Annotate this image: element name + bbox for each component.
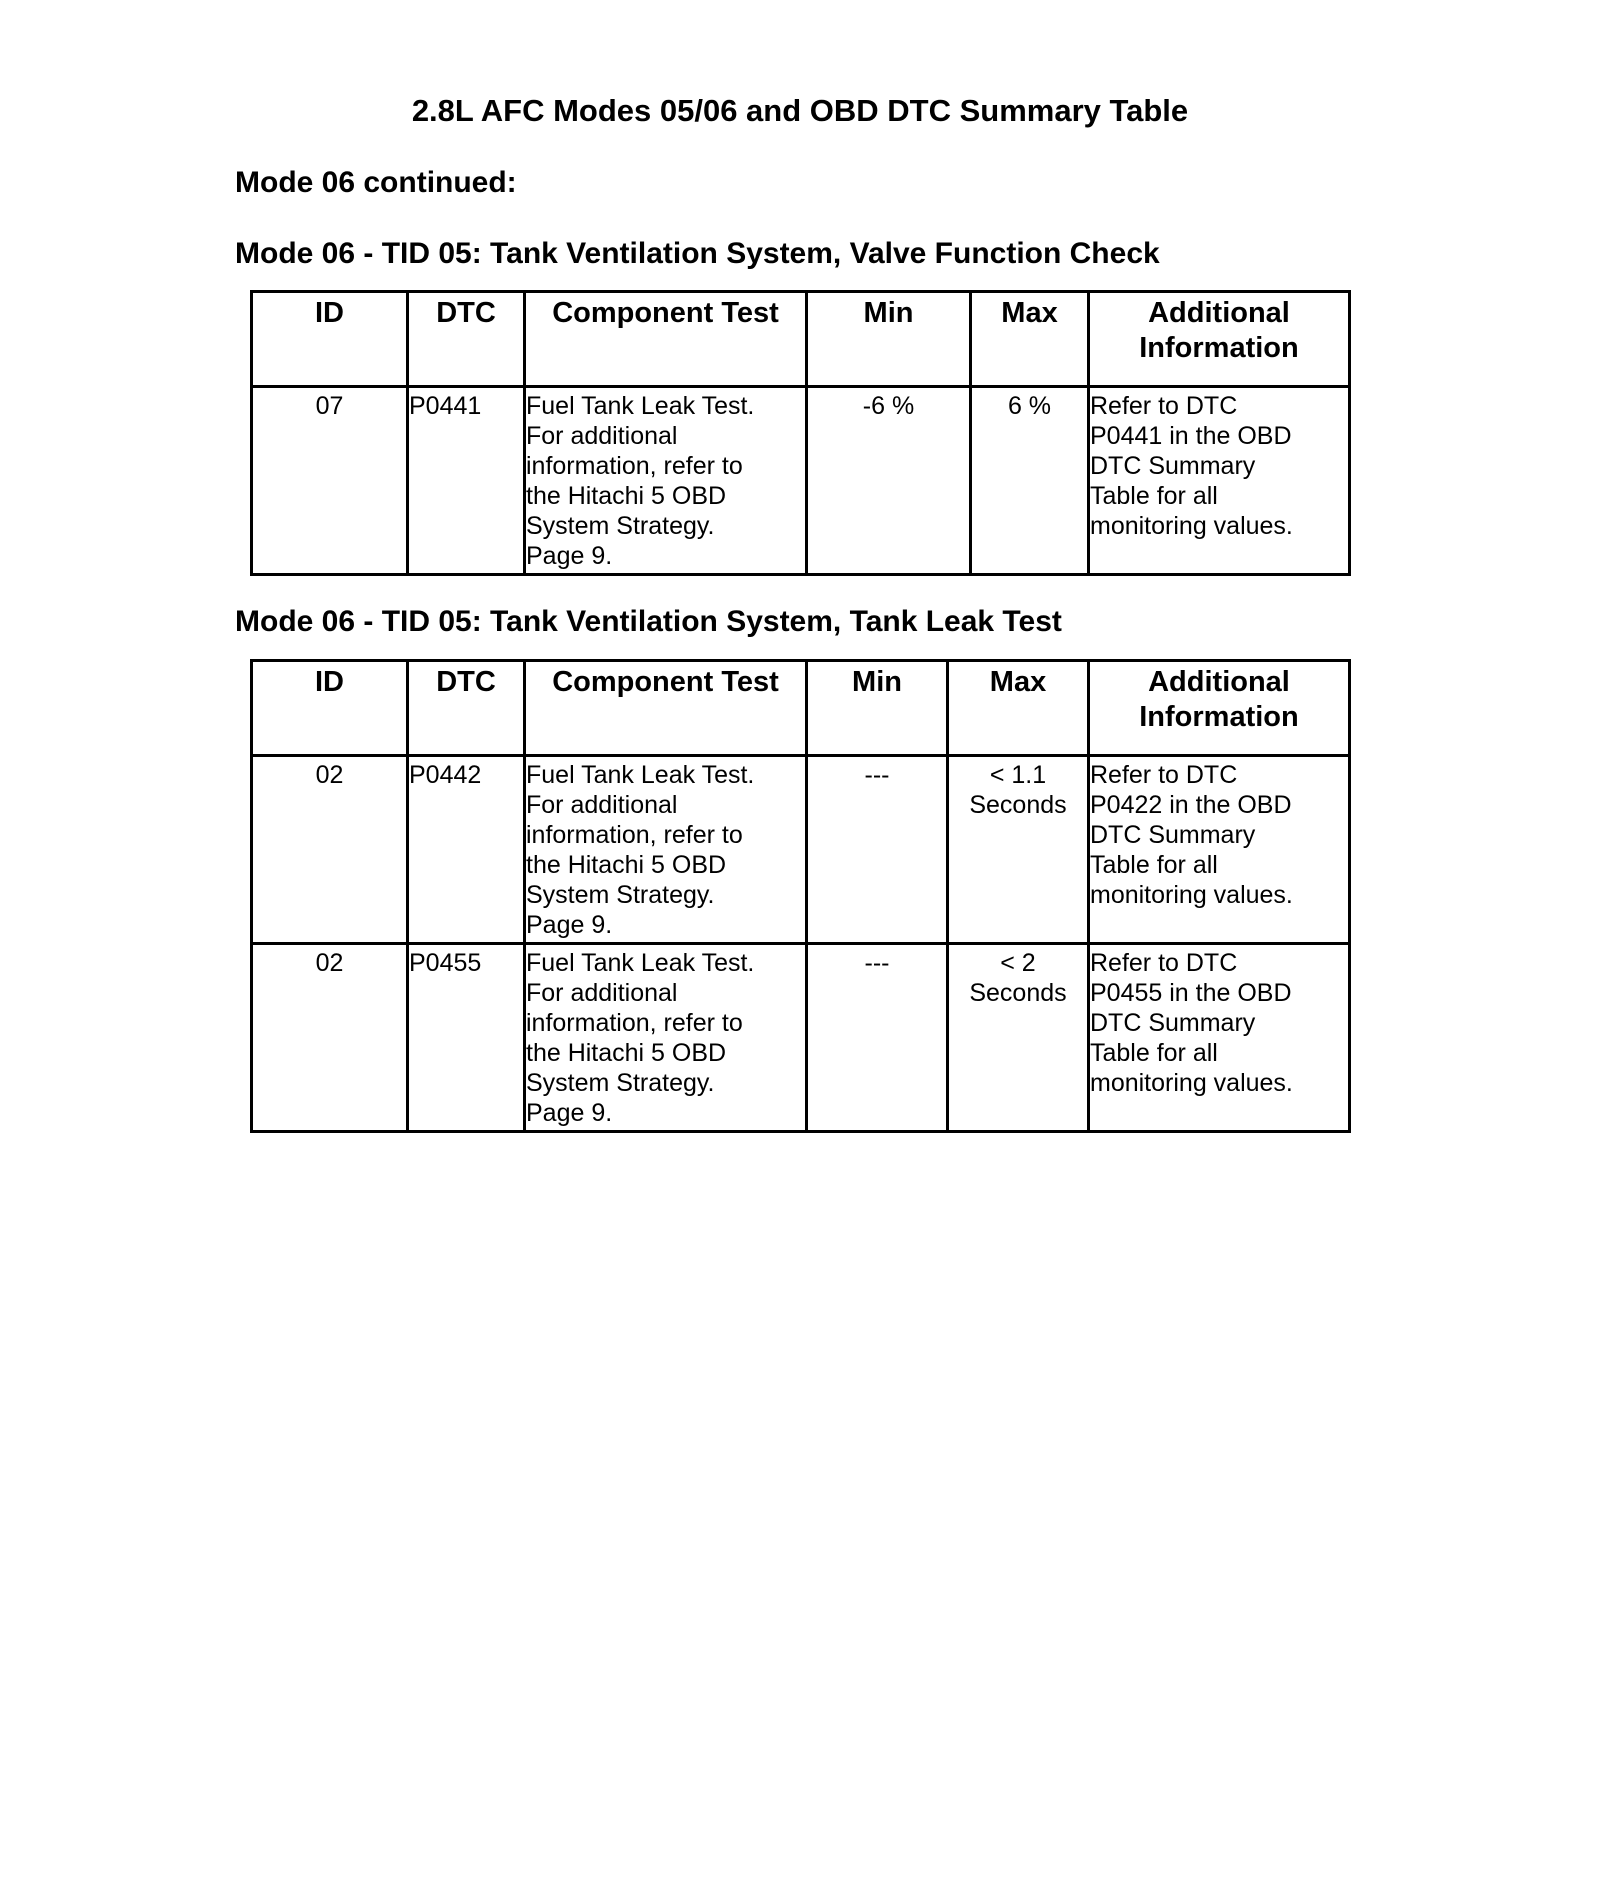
header-additional-line: Additional [1148,666,1290,698]
min-line: -6 % [862,392,915,420]
header-additional-information [1089,292,1350,387]
table-header-row [252,661,1350,756]
header-additional-information [1089,661,1350,756]
component-test-line: For additional [526,791,678,819]
header-additional-line: Additional [1148,297,1290,329]
cell-max [948,944,1089,1132]
max-line: Seconds [969,791,1067,819]
valve-function-check-table [250,290,1351,576]
cell-id: 02 [252,756,408,944]
header-information-line: Information [1139,332,1299,364]
tank-leak-test-heading: Mode 06 - TID 05: Tank Ventilation System, Tank Leak Test [235,605,1062,638]
component-test-line: System Strategy. [526,1069,715,1097]
header-component-test: Component Test [525,661,807,756]
min-line: --- [864,949,890,977]
header-max: Max [971,292,1089,387]
valve-function-check-heading: Mode 06 - TID 05: Tank Ventilation System, Valve Function Check [235,237,1160,270]
component-test-line: the Hitachi 5 OBD [526,482,727,510]
min-line: --- [864,761,890,789]
table-row [252,756,1350,944]
cell-component-test [525,944,807,1132]
additional-information-line: Refer to DTC [1090,949,1238,977]
table-header-row [252,292,1350,387]
component-test-line: the Hitachi 5 OBD [526,851,727,879]
component-test-line: For additional [526,979,678,1007]
additional-information-line: Refer to DTC [1090,761,1238,789]
additional-information-line: P0441 in the OBD [1090,422,1292,450]
cell-dtc: P0442 [408,756,525,944]
component-test-line: Fuel Tank Leak Test. [526,761,755,789]
component-test-line: information, refer to [526,821,743,849]
cell-min [807,756,948,944]
additional-information-line: DTC Summary [1090,1009,1256,1037]
component-test-line: System Strategy. [526,512,715,540]
additional-information-line: P0422 in the OBD [1090,791,1292,819]
cell-dtc: P0455 [408,944,525,1132]
additional-information-line: P0455 in the OBD [1090,979,1292,1007]
component-test-line: Page 9. [526,1099,613,1127]
component-test-line: information, refer to [526,1009,743,1037]
additional-information-line: Table for all [1090,1039,1218,1067]
additional-information-line: monitoring values. [1090,512,1293,540]
cell-id: 02 [252,944,408,1132]
component-test-line: information, refer to [526,452,743,480]
cell-additional-information [1089,387,1350,575]
additional-information-line: Refer to DTC [1090,392,1238,420]
max-line: < 1.1 [989,761,1047,789]
cell-component-test [525,756,807,944]
additional-information-line: DTC Summary [1090,452,1256,480]
header-max: Max [948,661,1089,756]
max-line: < 2 [1000,949,1036,977]
cell-additional-information [1089,944,1350,1132]
component-test-line: Page 9. [526,542,613,570]
header-component-test: Component Test [525,292,807,387]
additional-information-line: Table for all [1090,482,1218,510]
cell-min [807,387,971,575]
header-dtc: DTC [408,292,525,387]
cell-id: 07 [252,387,408,575]
component-test-line: For additional [526,422,678,450]
header-id: ID [252,661,408,756]
table-body [252,756,1350,1132]
header-id: ID [252,292,408,387]
additional-information-line: Table for all [1090,851,1218,879]
component-test-line: System Strategy. [526,881,715,909]
component-test-line: Fuel Tank Leak Test. [526,392,755,420]
table-body [252,387,1350,575]
additional-information-line: monitoring values. [1090,1069,1293,1097]
header-dtc: DTC [408,661,525,756]
cell-max [948,756,1089,944]
cell-additional-information [1089,756,1350,944]
table-row [252,387,1350,575]
header-min: Min [807,292,971,387]
document-title: 2.8L AFC Modes 05/06 and OBD DTC Summary Table [411,93,1189,128]
additional-information-line: DTC Summary [1090,821,1256,849]
cell-max [971,387,1089,575]
header-information-line: Information [1139,701,1299,733]
max-line: 6 % [1007,392,1052,420]
table-row [252,944,1350,1132]
component-test-line: Page 9. [526,911,613,939]
mode-continued-heading: Mode 06 continued: [235,166,517,199]
cell-component-test [525,387,807,575]
max-line: Seconds [969,979,1067,1007]
tank-leak-test-table [250,659,1351,1133]
additional-information-line: monitoring values. [1090,881,1293,909]
component-test-line: Fuel Tank Leak Test. [526,949,755,977]
cell-dtc: P0441 [408,387,525,575]
cell-min [807,944,948,1132]
header-min: Min [807,661,948,756]
component-test-line: the Hitachi 5 OBD [526,1039,727,1067]
